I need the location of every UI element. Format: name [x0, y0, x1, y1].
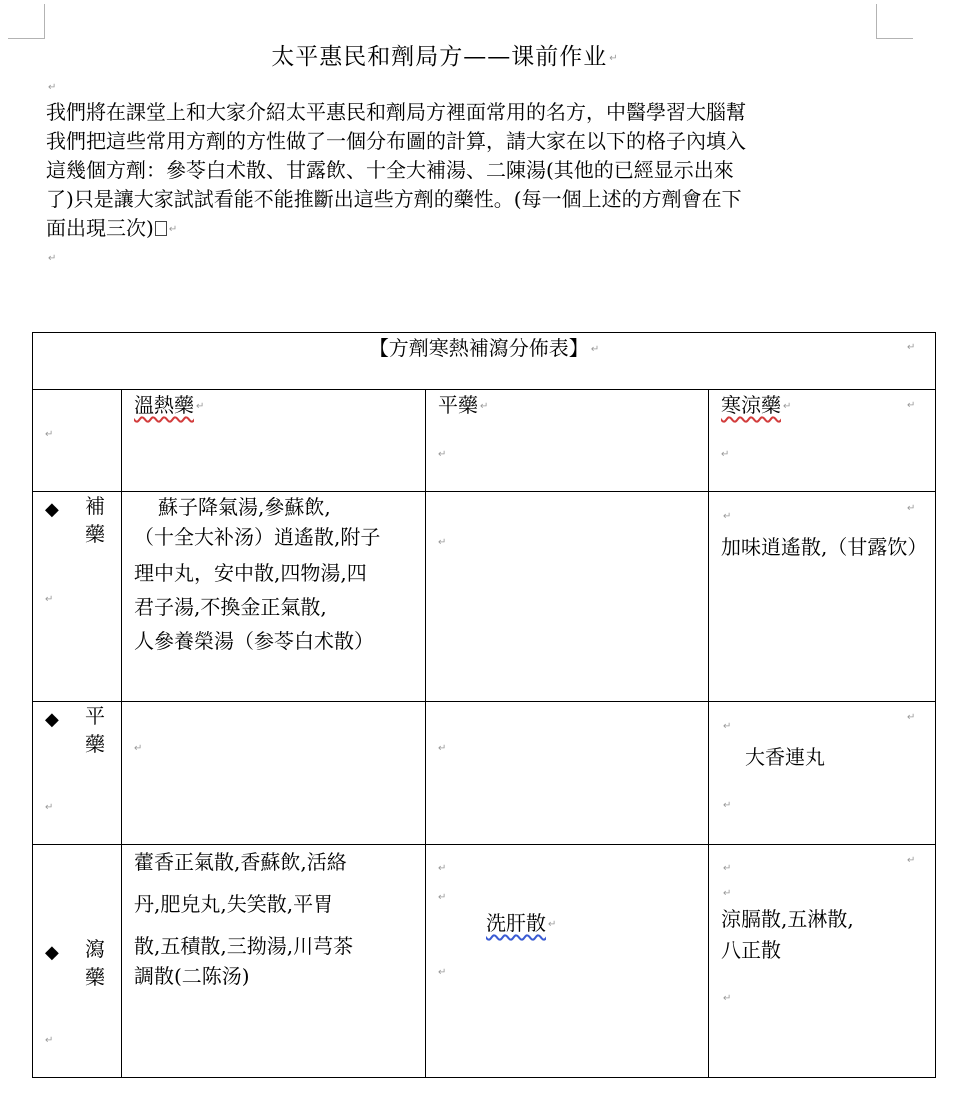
diamond-bullet-icon: ◆ — [45, 499, 59, 520]
list-item: 加味逍遙散,（甘露饮） — [721, 535, 928, 559]
cell-neutral-neutral: ↵ — [426, 702, 709, 845]
corner-cell: ↵ — [33, 390, 122, 492]
cell-neutral-warm: ↵ — [122, 702, 426, 845]
crop-mark-top-left — [8, 4, 45, 39]
list-item: 理中丸，安中散,四物湯,四 — [134, 561, 367, 585]
cell-purgative-neutral: ↵ ↵ 洗肝散 ↵ ↵ — [426, 845, 709, 1078]
cell-neutral-cold: ↵ 大香連丸 ↵ — [709, 702, 936, 845]
table-caption: 【方劑寒熱補瀉分佈表】 — [368, 336, 589, 360]
intro-text: 我們將在課堂上和大家介紹太平惠民和劑局方裡面常用的名方，中醫學習大腦幫 我們把這些常用方劑的方性做了一個分布圖的計算，請大家在以下的格子內填入 這幾個方劑：參苓白术散、甘露飲、十全大補湯、二陳湯(其他的已經显示出來 了)只是讓大家試試看能不能推斷出這些方劑的藥性。(每一個上述的方劑會在下 面出現三次) — [46, 100, 746, 240]
list-item: 蘇子降氣湯,參蘇飲, — [158, 495, 331, 519]
row-label: 瀉藥 — [85, 937, 105, 989]
row-header-neutral: ◆ 平藥 ↵ — [33, 702, 122, 845]
row-label: 平藥 — [85, 704, 105, 756]
row-header-tonic: ◆ 補藥 ↵ — [33, 492, 122, 702]
list-item: 丹,肥皃丸,失笑散,平胃 — [134, 892, 334, 916]
list-item: 散,五積散,三拗湯,川芎茶 — [134, 934, 354, 958]
cell-tonic-cold: ↵ 加味逍遙散,（甘露饮） — [709, 492, 936, 702]
paragraph-mark: ↵ — [48, 253, 57, 264]
list-item: 涼膈散,五淋散, — [721, 907, 854, 931]
crop-mark-top-right — [876, 4, 913, 39]
list-item: 人參養榮湯（参苓白术散） — [134, 629, 374, 653]
cell-purgative-cold: ↵ ↵ 涼膈散,五淋散, 八正散 ↵ — [709, 845, 936, 1078]
col-header-warm: 溫熱藥 ↵ — [122, 390, 426, 492]
cell-tonic-warm — [122, 492, 426, 702]
row-end-mark: ↵ — [907, 855, 916, 866]
row-end-mark: ↵ — [907, 400, 916, 411]
list-item: （十全大补汤）逍遙散,附子 — [134, 525, 381, 549]
col-header-neutral: 平藥 ↵ ↵ — [426, 390, 709, 492]
list-item: 八正散 — [721, 938, 781, 962]
list-item: 調散(二陈汤) — [134, 964, 250, 988]
paragraph-mark: ↵ — [48, 82, 57, 93]
list-item: 洗肝散 — [486, 911, 546, 935]
intro-paragraph: 我們將在課堂上和大家介紹太平惠民和劑局方裡面常用的名方，中醫學習大腦幫 我們把這些常用方劑的方性做了一個分布圖的計算，請大家在以下的格子內填入 這幾個方劑：參苓白术散、甘露飲、十全大補湯、二陳湯(其他的已經显示出來 了)只是讓大家試試看能不能推斷出這些方劑的藥性。(每一個上述的方劑會在下 面出現三次) ↵ — [46, 100, 746, 240]
row-end-mark: ↵ — [907, 342, 916, 353]
row-end-mark: ↵ — [907, 712, 916, 723]
cell-tonic-neutral: ↵ — [426, 492, 709, 702]
list-item: 藿香正氣散,香蘇飲,活絡 — [134, 850, 347, 874]
cell-purgative-warm — [122, 845, 426, 1078]
list-item: 君子湯,不換金正氣散, — [134, 595, 327, 619]
list-item: 大香連丸 — [745, 745, 825, 769]
table-caption-cell: 【方劑寒熱補瀉分佈表】 ↵ — [33, 333, 936, 390]
row-header-purgative: ◆ 瀉藥 ↵ — [33, 845, 122, 1078]
row-end-mark: ↵ — [907, 503, 916, 514]
object-placeholder-icon — [155, 221, 167, 236]
page-title: 太平惠民和劑局方——课前作业 ↵ — [271, 44, 619, 70]
row-label: 補藥 — [85, 494, 105, 546]
col-header-cold: 寒涼藥 ↵ ↵ — [709, 390, 936, 492]
diamond-bullet-icon: ◆ — [45, 709, 59, 730]
distribution-table — [32, 332, 936, 1078]
diamond-bullet-icon: ◆ — [45, 942, 59, 963]
